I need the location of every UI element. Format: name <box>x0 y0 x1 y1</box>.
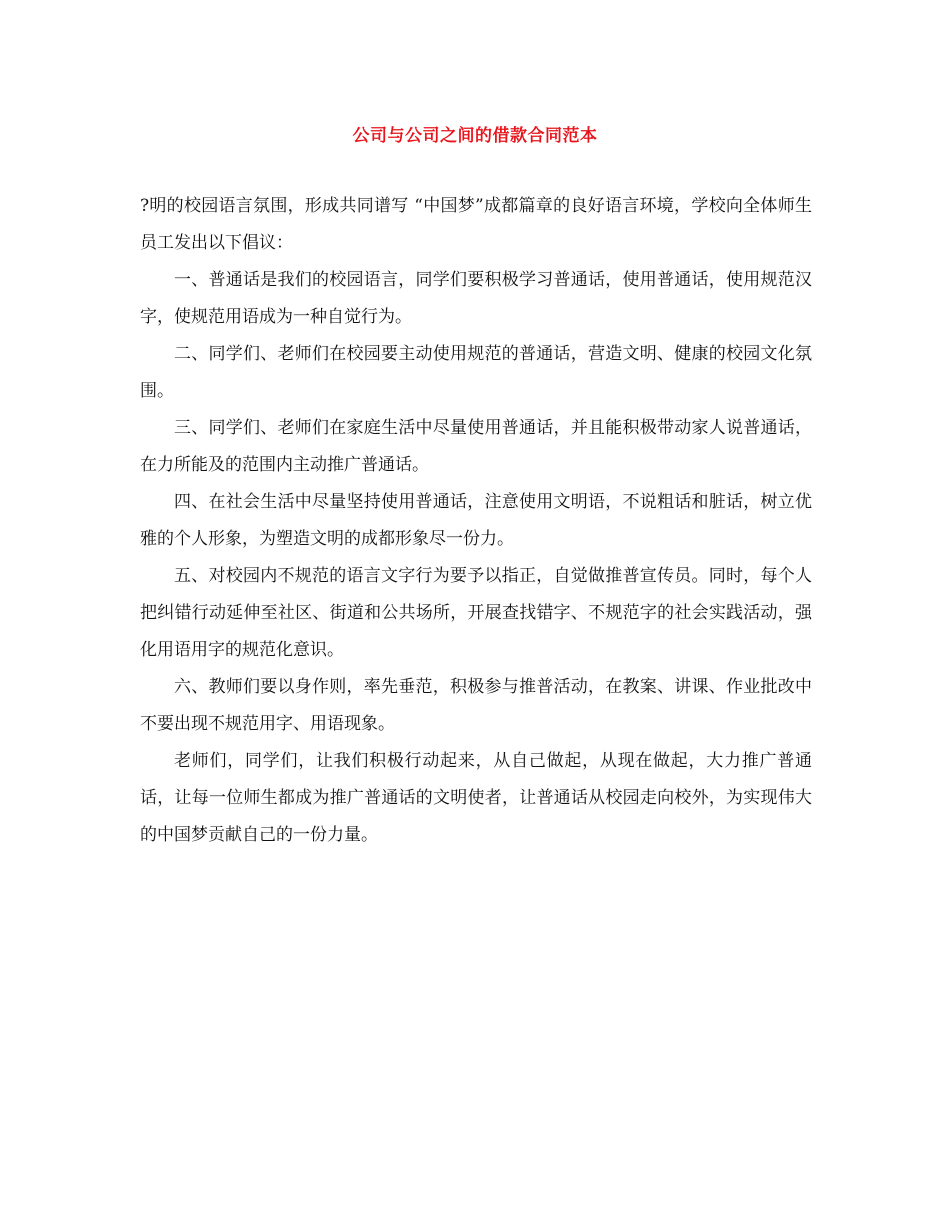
paragraph-item-2: 二、同学们、老师们在校园要主动使用规范的普通话，营造文明、健康的校园文化氛围。 <box>140 344 812 401</box>
paragraph-item-3: 三、同学们、老师们在家庭生活中尽量使用普通话，并且能积极带动家人说普通话，在力所能及的范围内主动推广普通话。 <box>140 418 812 475</box>
paragraph-item-6: 六、教师们要以身作则，率先垂范，积极参与推普活动，在教案、讲课、作业批改中不要出现不规范用字、用语现象。 <box>140 677 812 734</box>
paragraph-item-4: 四、在社会生活中尽量坚持使用普通话，注意使用文明语，不说粗话和脏话，树立优雅的个人形象，为塑造文明的成都形象尽一份力。 <box>140 492 812 549</box>
document-title: 公司与公司之间的借款合同范本 <box>352 126 598 146</box>
paragraph-intro: ?明的校园语言氛围，形成共同谱写 “中国梦”成都篇章的良好语言环境，学校向全体师生员工发出以下倡议： <box>140 196 812 253</box>
document-body <box>140 188 812 854</box>
paragraph-item-5: 五、对校园内不规范的语言文字行为要予以指正，自觉做推普宣传员。同时，每个人把纠错行动延伸至社区、街道和公共场所，开展查找错字、不规范字的社会实践活动，强化用语用字的规范化意识。 <box>140 566 812 660</box>
paragraph-closing: 老师们，同学们，让我们积极行动起来，从自己做起，从现在做起，大力推广普通话，让每一位师生都成为推广普通话的文明使者，让普通话从校园走向校外，为实现伟大的中国梦贡献自己的一份力量。 <box>140 751 812 845</box>
paragraph-item-1: 一、普通话是我们的校园语言，同学们要积极学习普通话，使用普通话，使用规范汉字，使规范用语成为一种自觉行为。 <box>140 270 812 327</box>
